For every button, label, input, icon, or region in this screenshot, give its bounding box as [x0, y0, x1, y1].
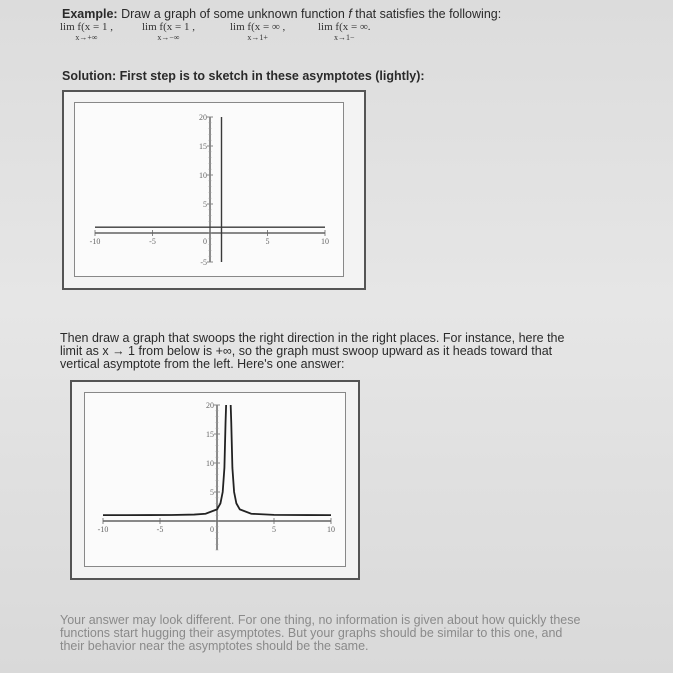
limit-3-expr: lim f(x = ∞ ,	[230, 21, 286, 33]
y-tick-label: 5	[203, 200, 207, 209]
limit-4-expr: lim f(x = ∞.	[318, 21, 371, 33]
paragraph-3-line-1: Your answer may look different. For one thing, no information is given about how quickly these	[60, 613, 581, 627]
solution-text: First step is to sketch in these asymptotes (lightly):	[119, 69, 425, 83]
y-tick-label: 15	[199, 142, 207, 151]
origin-label: 0	[210, 525, 214, 534]
x-tick-label: -5	[149, 237, 156, 246]
y-tick-label: 20	[199, 113, 207, 122]
example-text: Draw a graph of some unknown function	[121, 7, 345, 21]
example-function-name: f	[348, 7, 352, 21]
y-tick-label: 10	[199, 171, 207, 180]
answer-plot-frame	[84, 392, 346, 567]
paragraph-2-line-2b: so the graph must swoop upward as it heads toward that	[238, 344, 553, 358]
asymptote-plot-frame	[74, 102, 344, 277]
limit-1-expr: lim f(x = 1 ,	[60, 21, 113, 33]
y-tick-label: 5	[210, 488, 214, 497]
limit-2-sub: x→−∞	[157, 33, 180, 42]
x-tick-label: 5	[265, 237, 270, 246]
paragraph-3-line-2: functions start hugging their asymptotes. But your graphs should be similar to this one, and	[60, 626, 563, 640]
limit-conditions	[60, 22, 420, 48]
series-line-2	[231, 405, 331, 515]
x-tick-label: 5	[272, 525, 276, 534]
limit-1-sub: x→+∞	[75, 33, 98, 42]
answer-panel	[70, 380, 360, 580]
x-tick-label: 10	[321, 237, 329, 246]
y-tick-label: 20	[206, 401, 214, 410]
limit-1	[60, 22, 113, 42]
x-tick-label: -10	[97, 525, 109, 534]
example-label: Example:	[62, 7, 118, 21]
x-tick-label: -10	[89, 237, 101, 246]
paragraph-2-line-2a: limit as x → 1 from below is +∞,	[60, 344, 236, 358]
limit-3-sub: x→1+	[247, 33, 268, 42]
limit-3	[230, 22, 285, 42]
origin-label: 0	[203, 237, 207, 246]
x-tick-label: 10	[327, 525, 335, 534]
y-tick-label: 15	[206, 430, 214, 439]
limit-2	[142, 22, 195, 42]
limit-4	[318, 22, 371, 42]
asymptote-panel	[62, 90, 366, 290]
solution-line	[62, 70, 425, 83]
limit-4-sub: x→1−	[334, 33, 355, 42]
limit-2-expr: lim f(x = 1 ,	[142, 21, 195, 33]
paragraph-3-line-3: their behavior near the asymptotes should be the same.	[60, 639, 369, 653]
example-text-2: that satisfies the following:	[355, 7, 502, 21]
paragraph-2-line-3: vertical asymptote from the left. Here's one answer:	[60, 357, 345, 371]
y-tick-label: 10	[206, 459, 214, 468]
x-tick-label: -5	[156, 525, 164, 534]
solution-label: Solution:	[62, 69, 117, 83]
paragraph-2-line-1: Then draw a graph that swoops the right direction in the right places. For instance, here the	[60, 331, 565, 345]
y-tick-label: -5	[200, 258, 207, 267]
answer-chart	[85, 393, 345, 566]
asymptote-chart	[75, 103, 343, 276]
example-line	[62, 8, 501, 21]
